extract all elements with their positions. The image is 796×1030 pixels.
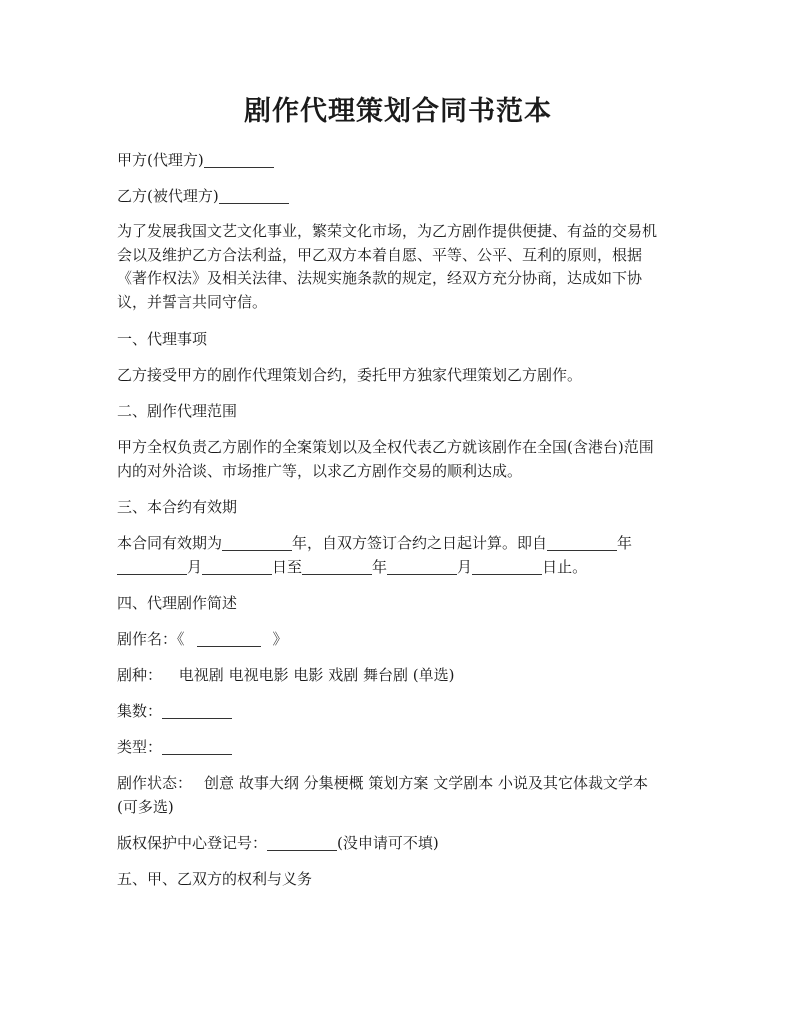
copyright-note: (没申请可不填)	[337, 834, 439, 852]
section-2-line: 甲方全权负责乙方剧作的全案策划以及全权代表乙方就该剧作在全国(含港台)范围	[117, 438, 654, 456]
section-3-line-2	[117, 556, 683, 580]
end-day-blank[interactable]	[472, 558, 542, 575]
genre-label: 剧种：	[117, 666, 163, 684]
play-name-label: 剧作名：《	[117, 630, 185, 648]
status-option[interactable]: 文学剧本	[433, 774, 494, 792]
party-b-line	[117, 185, 683, 209]
intro-line: 会以及维护乙方合法利益，甲乙双方本着自愿、平等、公平、互利的原则，根据	[117, 245, 643, 264]
start-year-blank[interactable]	[547, 534, 617, 551]
term-text: 年	[617, 534, 633, 552]
start-day-blank[interactable]	[202, 558, 272, 575]
section-4-heading: 四、代理剧作简述	[117, 594, 238, 612]
section-1-heading: 一、代理事项	[117, 330, 208, 348]
status-note: (可多选)	[117, 797, 174, 816]
episodes-label: 集数：	[117, 702, 163, 720]
end-month-blank[interactable]	[387, 558, 457, 575]
status-line	[117, 772, 683, 819]
status-option[interactable]: 创意	[204, 774, 235, 792]
party-a-blank[interactable]	[204, 151, 274, 168]
copyright-blank[interactable]	[267, 834, 337, 851]
intro-line: 为了发展我国文艺文化事业，繁荣文化市场，为乙方剧作提供便捷、有益的交易机	[117, 222, 658, 240]
term-years-blank[interactable]	[222, 534, 292, 551]
party-b-blank[interactable]	[219, 187, 289, 204]
genre-option[interactable]: 戏剧	[328, 666, 359, 684]
type-blank[interactable]	[162, 738, 232, 755]
party-a-line	[117, 149, 683, 173]
genre-option[interactable]: 舞台剧	[362, 666, 408, 684]
copyright-label: 版权保护中心登记号：	[117, 834, 268, 852]
genre-option[interactable]: 电影	[293, 666, 324, 684]
type-line	[117, 736, 683, 760]
term-text: 日止。	[542, 557, 588, 576]
status-option[interactable]: 策划方案	[368, 774, 429, 792]
intro-line: 《著作权法》及相关法律、法规实施条款的规定，经双方充分协商，达成如下协	[117, 269, 643, 287]
section-2-body	[117, 436, 683, 483]
term-text: 年	[372, 557, 388, 576]
section-3-heading: 三、本合约有效期	[117, 498, 238, 516]
section-3-line-1	[117, 532, 683, 556]
play-name-close: 》	[272, 630, 288, 648]
section-5-heading: 五、甲、乙双方的权利与义务	[117, 870, 313, 888]
term-text: 年，自双方签订合约之日起计算。即自	[292, 534, 548, 552]
intro-line: 议，并誓言共同守信。	[117, 292, 268, 311]
document-title: 剧作代理策划合同书范本	[244, 96, 552, 127]
party-a-label: 甲方(代理方)	[117, 151, 204, 169]
status-option[interactable]: 故事大纲	[238, 774, 299, 792]
genre-line	[117, 664, 683, 688]
term-text: 本合同有效期为	[117, 534, 223, 552]
term-text: 日至	[272, 557, 303, 576]
section-3-body	[117, 532, 683, 579]
term-text: 月	[187, 557, 203, 576]
genre-option[interactable]: 电视电影	[228, 666, 289, 684]
intro-paragraph	[117, 220, 683, 314]
genre-option[interactable]: 电视剧	[178, 666, 224, 684]
status-line-1	[117, 772, 683, 796]
party-b-label: 乙方(被代理方)	[117, 187, 219, 205]
end-year-blank[interactable]	[302, 558, 372, 575]
play-name-line	[117, 628, 683, 652]
copyright-line	[117, 832, 683, 856]
status-label: 剧作状态：	[117, 774, 193, 792]
episodes-line	[117, 700, 683, 724]
type-label: 类型：	[117, 738, 163, 756]
episodes-blank[interactable]	[162, 702, 232, 719]
start-month-blank[interactable]	[117, 558, 187, 575]
section-2-line: 内的对外洽谈、市场推广等，以求乙方剧作交易的顺利达成。	[117, 461, 523, 480]
status-option[interactable]: 分集梗概	[303, 774, 364, 792]
genre-note: (单选)	[412, 666, 455, 684]
play-name-blank[interactable]	[197, 630, 261, 647]
section-1-body: 乙方接受甲方的剧作代理策划合约，委托甲方独家代理策划乙方剧作。	[117, 366, 583, 384]
status-option[interactable]: 小说及其它体裁文学本	[498, 774, 649, 792]
term-text: 月	[457, 557, 473, 576]
section-2-heading: 二、剧作代理范围	[117, 402, 238, 420]
